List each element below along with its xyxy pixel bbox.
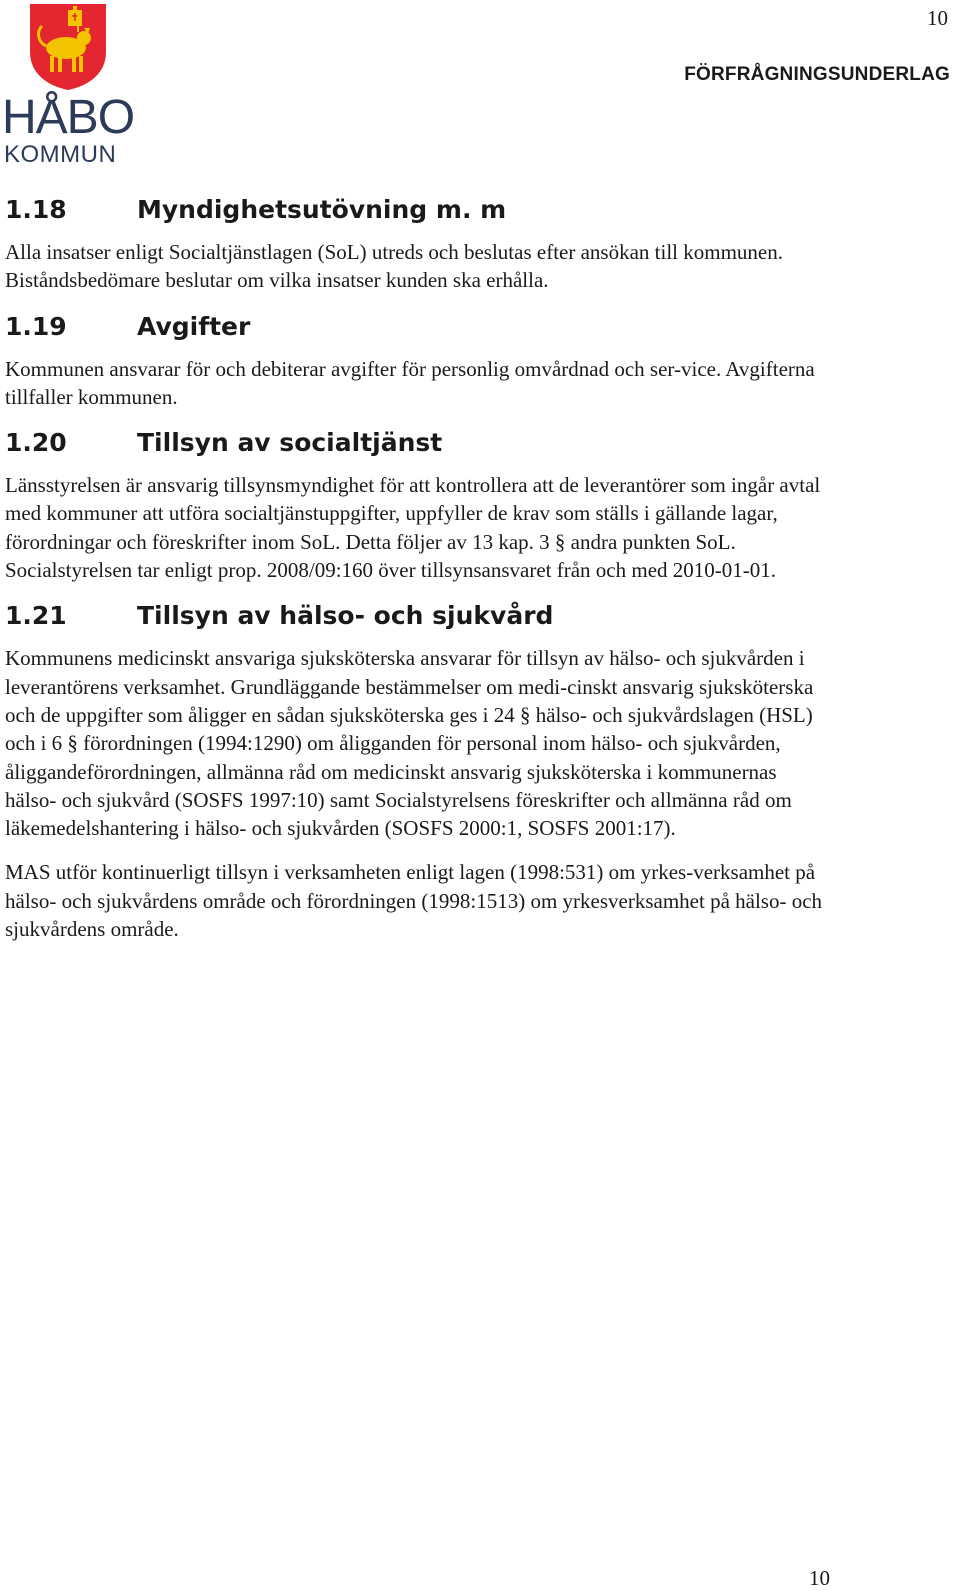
section-number: 1.18 <box>5 195 67 224</box>
paragraph: Kommunens medicinskt ansvariga sjuksköterska ansvarar för tillsyn av hälso- och sjukvården i leverantörens verksamhet. Grundläggande bestämmelser om medi-cinskt ansvarig sjuksköterska och de uppgifter som åligger en sådan sjuksköterska ges i 24 § hälso- och sjukvårdslagen (HSL) och i 6 § förordningen (1994:1290) om åligganden för personal inom hälso- och sjukvården, åliggandeförordningen, allmänna råd om medicinskt ansvarig sjuksköterska i kommunernas hälso- och sjukvård (SOSFS 1997:10) samt Socialstyrelsens föreskrifter och allmänna råd om läkemedelshantering i hälso- och sjukvården (SOSFS 2000:1, SOSFS 2001:17). <box>5 646 814 841</box>
paragraph: MAS utför kontinuerligt tillsyn i verksamheten enligt lagen (1998:531) om yrkes-verksamhet på hälso- och sjukvårdens område och förordningen (1998:1513) om yrkesverksamhet på hälso- och sjukvårdens område. <box>5 860 823 942</box>
document-label: FÖRFRÅGNINGSUNDERLAG <box>684 64 950 85</box>
section-1-19 <box>5 309 825 412</box>
section-heading <box>5 309 825 345</box>
logo-name-line2: KOMMUN <box>4 141 117 168</box>
paragraph: Länsstyrelsen är ansvarig tillsynsmyndighet för att kontrollera att de leverantörer som ingår avtal med kommuner att utföra socialtjänstuppgifter, uppfyller de krav som ställs i gällande lagar, förordningar och föreskrifter inom SoL. Detta följer av 13 kap. 3 § andra punkten SoL. Socialstyrelsen tar enligt prop. 2008/09:160 över tillsynsansvaret från och med 2010-01-01. <box>5 473 821 583</box>
habo-kommun-logo <box>2 2 134 168</box>
paragraph: Kommunen ansvarar för och debiterar avgifter för personlig omvårdnad och ser-vice. Avgifterna tillfaller kommunen. <box>5 356 815 409</box>
section-heading <box>5 192 825 228</box>
section-number: 1.20 <box>5 428 67 458</box>
document-body <box>5 192 825 959</box>
section-title: Myndighetsutövning m. m <box>137 195 507 224</box>
page-number-top: 10 <box>927 6 948 30</box>
section-1-21 <box>5 598 825 943</box>
logo-name-line1: HÅBO <box>2 91 135 144</box>
section-number: 1.19 <box>5 311 67 341</box>
coat-of-arms-icon <box>28 2 108 92</box>
section-1-18 <box>5 192 825 295</box>
paragraph: Alla insatser enligt Socialtjänstlagen (SoL) utreds och beslutas efter ansökan till kommunen. Biståndsbedömare beslutar om vilka insatser kunden ska erhålla. <box>5 240 783 293</box>
section-heading <box>5 425 825 461</box>
section-title: Tillsyn av hälso- och sjukvård <box>137 601 554 631</box>
page-number-bottom: 10 <box>809 1566 830 1590</box>
section-1-20 <box>5 425 825 584</box>
section-number: 1.21 <box>5 601 67 631</box>
section-title: Avgifter <box>137 311 251 341</box>
section-title: Tillsyn av socialtjänst <box>137 428 443 458</box>
section-heading <box>5 598 825 634</box>
